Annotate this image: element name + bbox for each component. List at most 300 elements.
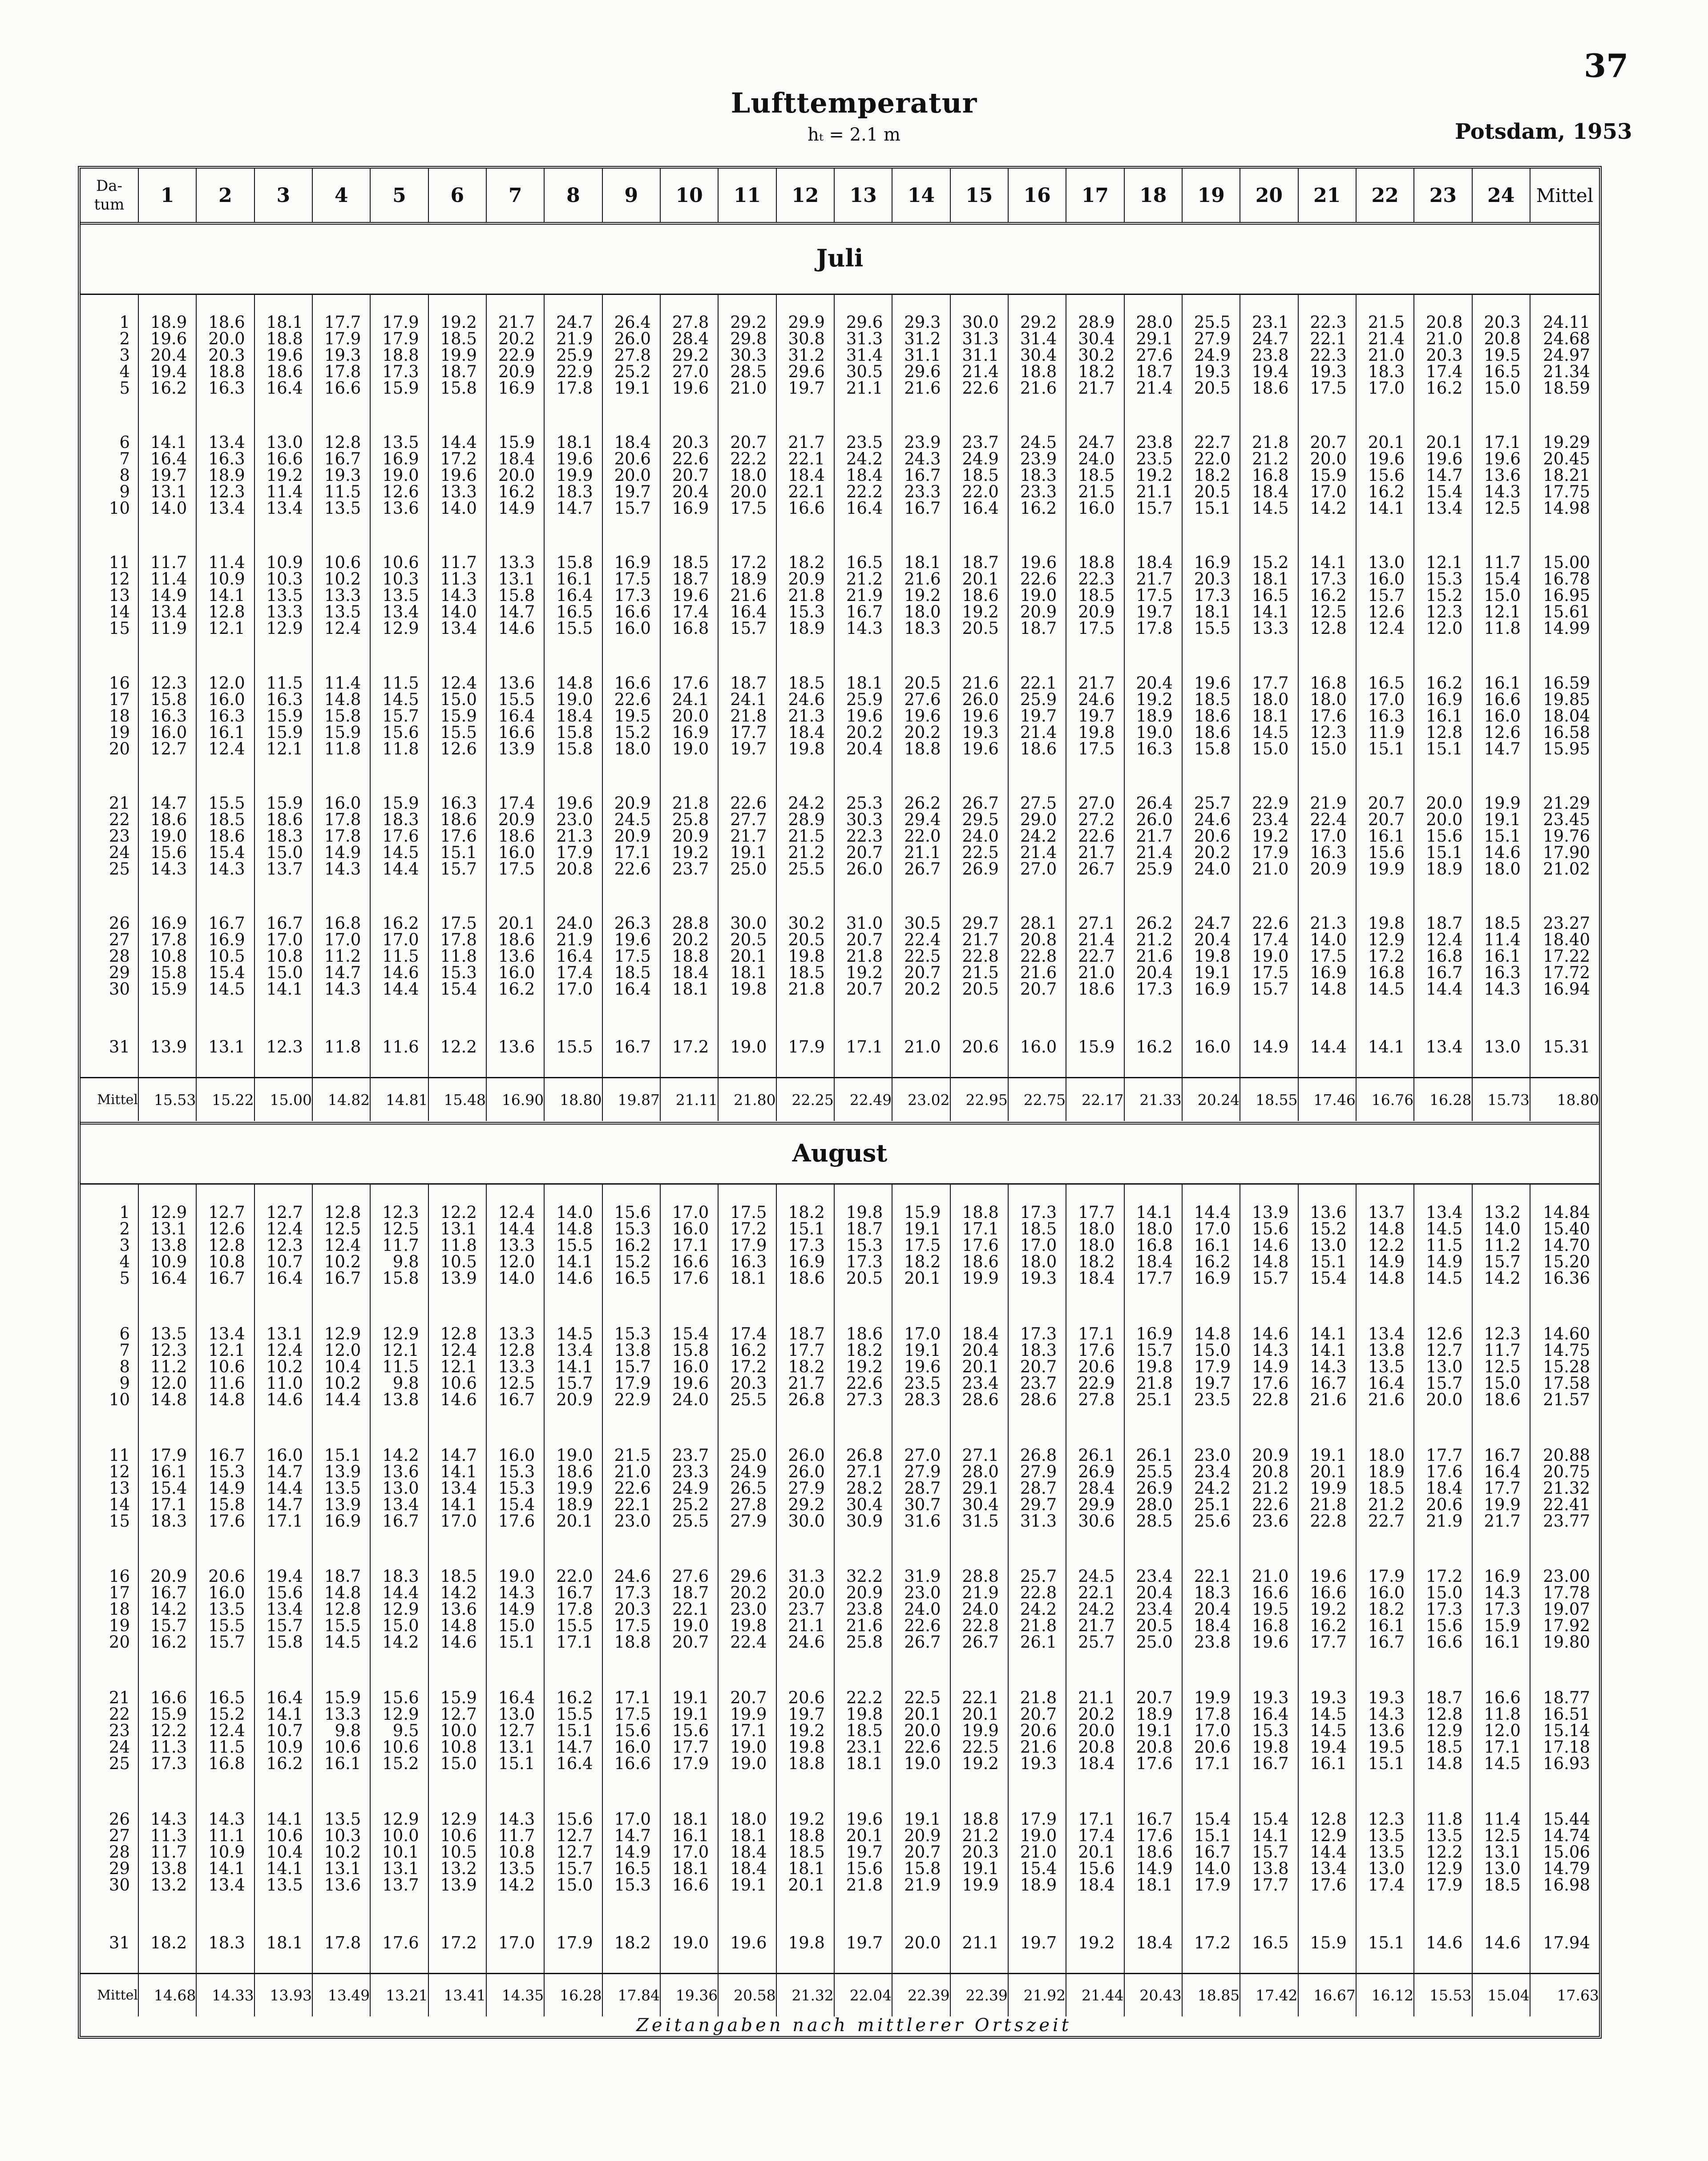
hour-cell [776,536,834,656]
hourly-mean-value: 15.73 [1472,1078,1530,1121]
temperature-value: 18.3 [1020,1340,1057,1360]
hour-cell [370,536,428,656]
hour-cell [312,896,370,1016]
temperature-value: 30.4 [846,1495,883,1514]
temperature-value: 12.8 [440,1324,477,1343]
temperature-value: 19.5 [1252,1600,1289,1619]
temperature-value: 18.4 [498,449,535,469]
temperature-value: 20.1 [962,1357,999,1376]
hour-cell [254,1791,312,1913]
hour-cell [312,776,370,896]
temperature-value: 26.2 [1136,914,1173,933]
temperature-value: 15.0 [1252,739,1289,758]
temperature-value: 18.0 [904,602,941,622]
temperature-value: 16.0 [498,843,535,863]
temperature-value: 15.7 [556,1859,593,1878]
hour-cell [196,1670,254,1791]
temperature-value: 21.0 [1368,345,1405,365]
temperature-value: 21.6 [1136,947,1173,966]
hour-cell [196,776,254,896]
temperature-value: 13.5 [324,499,361,518]
temperature-value: 14.75 [1543,1340,1590,1360]
hour-cell [1008,1791,1066,1913]
temperature-value: 29.8 [730,329,767,348]
day-number: 27 [109,1826,130,1845]
temperature-value: 20.1 [1310,1462,1347,1481]
hour-cell [718,295,776,415]
temperature-value: 15.9 [150,1705,187,1724]
temperature-value: 16.9 [382,449,419,469]
day-number: 2 [119,1219,130,1238]
temperature-value: 12.5 [1484,1826,1521,1845]
temperature-value: 18.1 [556,433,593,452]
temperature-value: 12.9 [382,1600,419,1619]
day-number: 1 [119,312,130,332]
hour-cell [776,295,834,415]
temperature-value: 16.7 [1194,1842,1231,1862]
hour-cell [1414,1548,1472,1670]
temperature-value: 20.0 [498,466,535,485]
hour-cell [1472,1791,1530,1913]
temperature-value: 18.3 [1368,362,1405,381]
temperature-value: 28.4 [672,329,709,348]
temperature-value: 13.0 [498,1705,535,1724]
temperature-value: 16.2 [1310,586,1347,605]
column-header-row [81,169,1599,225]
temperature-value: 13.0 [1310,1235,1347,1255]
temperature-value: 16.1 [1310,1754,1347,1774]
temperature-value: 12.3 [1484,1324,1521,1343]
hour-cell [1182,1016,1240,1077]
temperature-value: 16.1 [556,569,593,589]
hour-cell [1182,1791,1240,1913]
hour-cell [1240,1185,1298,1306]
temperature-value: 20.3 [208,345,245,365]
temperature-value: 20.5 [788,930,825,950]
temperature-value: 20.7 [1368,794,1405,813]
temperature-value: 14.7 [266,1495,303,1514]
temperature-value: 19.8 [1252,1738,1289,1757]
day-cell [81,1306,138,1427]
hour-cell [138,295,196,415]
temperature-value: 18.1 [672,980,709,999]
day-cell [81,1670,138,1791]
temperature-value: 18.1 [1252,706,1289,726]
temperature-value: 29.7 [962,914,999,933]
day-cell [81,1913,138,1973]
temperature-value: 16.7 [324,1268,361,1288]
day-number: 4 [119,362,130,381]
temperature-value: 28.7 [1020,1478,1057,1498]
temperature-value: 14.4 [498,1219,535,1238]
temperature-value: 16.95 [1543,586,1590,605]
temperature-value: 22.41 [1543,1495,1590,1514]
temperature-value: 19.2 [440,312,477,332]
header-datum: Da- tum [81,169,138,223]
temperature-value: 26.0 [962,689,999,709]
temperature-value: 15.7 [150,1616,187,1636]
temperature-value: 17.4 [1426,362,1463,381]
temperature-value: 14.1 [1368,1037,1405,1056]
temperature-value: 10.3 [382,569,419,589]
temperature-value: 13.7 [1368,1202,1405,1222]
temperature-value: 21.7 [1078,378,1115,398]
temperature-value: 18.0 [1252,689,1289,709]
temperature-value: 17.18 [1543,1738,1590,1757]
hour-cell [660,1016,718,1077]
hour-cell [1298,415,1356,535]
hour-cell [138,1306,196,1427]
temperature-value: 21.5 [1368,312,1405,332]
temperature-value: 16.0 [208,1583,245,1603]
hour-cell [312,1016,370,1077]
hour-cell [544,896,602,1016]
temperature-value: 19.8 [1136,1357,1173,1376]
hour-cell [1124,295,1182,415]
day-number: 3 [119,1235,130,1255]
temperature-value: 12.0 [1426,619,1463,638]
temperature-value: 19.8 [788,1933,825,1952]
temperature-value: 18.7 [730,673,767,693]
temperature-value: 17.9 [556,1933,593,1952]
hour-cell [428,1548,486,1670]
temperature-value: 17.9 [1020,1809,1057,1829]
temperature-value: 20.5 [962,980,999,999]
day-cell [81,1427,138,1549]
temperature-value: 20.7 [672,1633,709,1652]
temperature-value: 17.9 [150,1445,187,1465]
hourly-mean-value: 15.22 [196,1078,254,1121]
hour-cell [1298,1670,1356,1791]
temperature-value: 16.4 [614,980,651,999]
temperature-value: 18.8 [962,1202,999,1222]
temperature-value: 17.9 [324,329,361,348]
header-hour-13: 13 [834,169,892,223]
day-number: 11 [109,553,130,573]
temperature-value: 25.9 [556,345,593,365]
temperature-value: 14.3 [324,859,361,879]
temperature-value: 18.4 [1136,1252,1173,1271]
hourly-mean-value: 22.17 [1066,1078,1124,1121]
temperature-value: 15.0 [498,1616,535,1636]
temperature-value: 17.5 [1310,947,1347,966]
temperature-value: 18.5 [1078,586,1115,605]
temperature-value: 16.8 [1426,947,1463,966]
temperature-value: 13.1 [150,482,187,502]
temperature-value: 19.0 [672,1616,709,1636]
temperature-value: 14.2 [382,1633,419,1652]
hourly-mean-value: 16.12 [1356,1973,1414,2016]
temperature-value: 14.6 [1252,1235,1289,1255]
hour-cell [1472,1670,1530,1791]
hourly-mean-value: 14.81 [370,1078,428,1121]
temperature-value: 20.8 [1078,1738,1115,1757]
temperature-value: 14.4 [382,859,419,879]
temperature-value: 15.4 [1252,1809,1289,1829]
temperature-value: 17.9 [382,312,419,332]
temperature-value: 17.6 [1252,1373,1289,1393]
temperature-value: 24.97 [1543,345,1590,365]
temperature-value: 12.3 [1426,602,1463,622]
hour-cell [776,1306,834,1427]
temperature-value: 19.7 [846,1933,883,1952]
hour-cell [950,536,1008,656]
hour-cell [1298,295,1356,415]
hour-cell [602,1670,660,1791]
temperature-value: 15.4 [1310,1268,1347,1288]
hour-cell [312,1548,370,1670]
temperature-value: 18.5 [846,1721,883,1741]
temperature-value: 25.8 [672,810,709,830]
temperature-value: 12.7 [556,1842,593,1862]
temperature-value: 17.2 [730,553,767,573]
hour-cell [892,1548,950,1670]
temperature-value: 20.6 [614,449,651,469]
temperature-value: 18.6 [962,1252,999,1271]
temperature-value: 12.0 [208,673,245,693]
hour-cell [196,656,254,776]
temperature-value: 18.6 [788,1268,825,1288]
temperature-value: 30.3 [846,810,883,830]
temperature-value: 15.1 [440,843,477,863]
temperature-value: 14.1 [556,1252,593,1271]
temperature-value: 12.9 [324,1324,361,1343]
temperature-value: 22.1 [1194,1567,1231,1586]
temperature-value: 15.9 [266,722,303,742]
temperature-value: 20.0 [730,482,767,502]
temperature-value: 14.3 [1484,482,1521,502]
hourly-mean-value: 20.58 [718,1973,776,2016]
temperature-value: 12.1 [440,1357,477,1376]
day-group-row [81,896,1599,1016]
hour-cell [486,1306,544,1427]
temperature-value: 19.1 [1194,963,1231,983]
temperature-value: 19.0 [730,1754,767,1774]
hour-cell [1298,536,1356,656]
temperature-value: 15.95 [1543,739,1590,758]
temperature-value: 19.1 [1136,1721,1173,1741]
temperature-value: 20.0 [614,466,651,485]
day-number: 29 [109,1859,130,1878]
temperature-value: 18.4 [672,963,709,983]
temperature-value: 19.9 [1194,1688,1231,1708]
temperature-value: 12.0 [150,1373,187,1393]
temperature-value: 16.7 [208,914,245,933]
temperature-value: 19.2 [1136,689,1173,709]
temperature-value: 24.0 [962,1600,999,1619]
temperature-value: 15.0 [266,843,303,863]
header-hour-23: 23 [1414,169,1472,223]
temperature-value: 16.4 [730,602,767,622]
temperature-value: 17.6 [1078,1340,1115,1360]
temperature-value: 19.0 [498,1567,535,1586]
temperature-value: 19.9 [556,1478,593,1498]
hour-cell [1356,1670,1414,1791]
temperature-value: 10.6 [208,1357,245,1376]
temperature-value: 18.6 [846,1324,883,1343]
hour-cell [950,415,1008,535]
temperature-value: 11.7 [150,553,187,573]
day-number: 24 [109,1738,130,1757]
temperature-value: 14.6 [1484,1933,1521,1952]
temperature-value: 13.8 [1252,1859,1289,1878]
hour-cell [1240,1791,1298,1913]
hour-cell [138,896,196,1016]
hour-cell [1472,1427,1530,1549]
temperature-value: 15.5 [324,1616,361,1636]
temperature-value: 18.04 [1543,706,1590,726]
temperature-value: 18.0 [1020,1252,1057,1271]
temperature-value: 15.44 [1543,1809,1590,1829]
hour-cell [196,896,254,1016]
header-hour-16: 16 [1008,169,1066,223]
temperature-value: 25.5 [672,1511,709,1531]
temperature-value: 19.76 [1543,827,1590,846]
temperature-value: 14.8 [150,1390,187,1409]
temperature-value: 22.4 [1310,810,1347,830]
hour-cell [602,1548,660,1670]
temperature-value: 14.3 [440,586,477,605]
temperature-value: 15.9 [904,1202,941,1222]
temperature-value: 19.3 [1194,362,1231,381]
temperature-value: 15.7 [382,706,419,726]
temperature-value: 18.6 [498,930,535,950]
temperature-value: 21.7 [1078,843,1115,863]
day-cell [81,536,138,656]
temperature-value: 21.8 [1020,1616,1057,1636]
temperature-value: 32.2 [846,1567,883,1586]
temperature-value: 16.6 [1252,1583,1289,1603]
temperature-value: 11.5 [382,673,419,693]
temperature-value: 16.7 [1310,1373,1347,1393]
temperature-value: 20.8 [1484,329,1521,348]
hour-cell [428,776,486,896]
hour-cell [1066,1913,1124,1973]
temperature-value: 23.6 [1252,1511,1289,1531]
temperature-value: 14.99 [1543,619,1590,638]
temperature-value: 20.1 [846,1826,883,1845]
temperature-value: 15.0 [440,689,477,709]
temperature-value: 19.9 [1484,1495,1521,1514]
temperature-value: 21.1 [788,1616,825,1636]
hour-cell [196,415,254,535]
temperature-value: 20.8 [1252,1462,1289,1481]
temperature-value: 18.9 [208,466,245,485]
temperature-value: 13.5 [382,586,419,605]
hour-cell [950,1185,1008,1306]
temperature-value: 19.4 [150,362,187,381]
temperature-value: 23.00 [1543,1567,1590,1586]
header-hour-7: 7 [486,169,544,223]
temperature-value: 14.8 [1194,1324,1231,1343]
hour-cell [776,776,834,896]
hourly-mean-value: 22.75 [1008,1078,1066,1121]
temperature-value: 15.1 [1368,1754,1405,1774]
temperature-value: 12.6 [1368,602,1405,622]
temperature-value: 14.5 [1310,1705,1347,1724]
hourly-mean-value: 20.43 [1124,1973,1182,2016]
temperature-value: 10.6 [324,1738,361,1757]
temperature-value: 13.6 [324,1875,361,1895]
temperature-value: 15.7 [1368,586,1405,605]
hour-cell [892,656,950,776]
temperature-value: 16.4 [1368,1373,1405,1393]
temperature-value: 18.8 [614,1633,651,1652]
temperature-value: 16.5 [614,1859,651,1878]
temperature-value: 12.9 [266,619,303,638]
hour-cell [718,1427,776,1549]
temperature-value: 15.14 [1543,1721,1590,1741]
temperature-value: 16.6 [1484,1688,1521,1708]
temperature-value: 20.1 [1426,433,1463,452]
temperature-value: 25.5 [730,1390,767,1409]
temperature-value: 15.7 [1252,1268,1289,1288]
temperature-value: 19.7 [846,1842,883,1862]
temperature-value: 18.8 [672,947,709,966]
hour-cell [1182,1185,1240,1306]
temperature-value: 26.0 [788,1445,825,1465]
hourly-mean-value: 21.32 [776,1973,834,2016]
temperature-value: 24.6 [788,689,825,709]
temperature-value: 14.7 [556,499,593,518]
temperature-value: 17.8 [1136,619,1173,638]
day-number: 26 [109,1809,130,1829]
temperature-value: 14.0 [440,602,477,622]
temperature-value: 13.9 [440,1268,477,1288]
temperature-value: 16.6 [498,722,535,742]
temperature-value: 16.0 [324,794,361,813]
temperature-value: 17.0 [904,1324,941,1343]
temperature-value: 15.0 [1194,1340,1231,1360]
temperature-value: 17.2 [1426,1567,1463,1586]
hour-cell [1182,1913,1240,1973]
temperature-value: 16.9 [1194,980,1231,999]
temperature-value: 20.3 [1484,312,1521,332]
temperature-value: 18.7 [672,569,709,589]
temperature-value: 11.3 [440,569,477,589]
hour-cell [834,1016,892,1077]
hour-cell [254,1913,312,1973]
hour-cell [892,1185,950,1306]
temperature-value: 17.0 [1194,1219,1231,1238]
temperature-value: 18.9 [788,619,825,638]
temperature-value: 15.6 [1078,1859,1115,1878]
temperature-value: 16.1 [1194,1235,1231,1255]
temperature-value: 17.3 [1426,1600,1463,1619]
temperature-value: 19.7 [788,378,825,398]
temperature-value: 15.9 [324,1688,361,1708]
temperature-value: 9.8 [392,1252,419,1271]
temperature-value: 19.5 [1484,345,1521,365]
temperature-value: 13.4 [440,1478,477,1498]
temperature-value: 15.0 [556,1875,593,1895]
temperature-value: 18.7 [672,1583,709,1603]
temperature-value: 18.8 [1020,362,1057,381]
temperature-value: 17.6 [1136,1826,1173,1845]
hour-cell [950,1670,1008,1791]
temperature-value: 16.0 [498,963,535,983]
temperature-value: 14.1 [440,1462,477,1481]
hour-cell [1472,656,1530,776]
temperature-value: 14.7 [266,1462,303,1481]
temperature-value: 17.9 [1194,1875,1231,1895]
temperature-value: 14.9 [324,843,361,863]
temperature-value: 14.9 [208,1478,245,1498]
temperature-value: 20.1 [962,569,999,589]
temperature-value: 15.5 [556,1235,593,1255]
temperature-value: 22.5 [962,1738,999,1757]
temperature-value: 25.2 [672,1495,709,1514]
